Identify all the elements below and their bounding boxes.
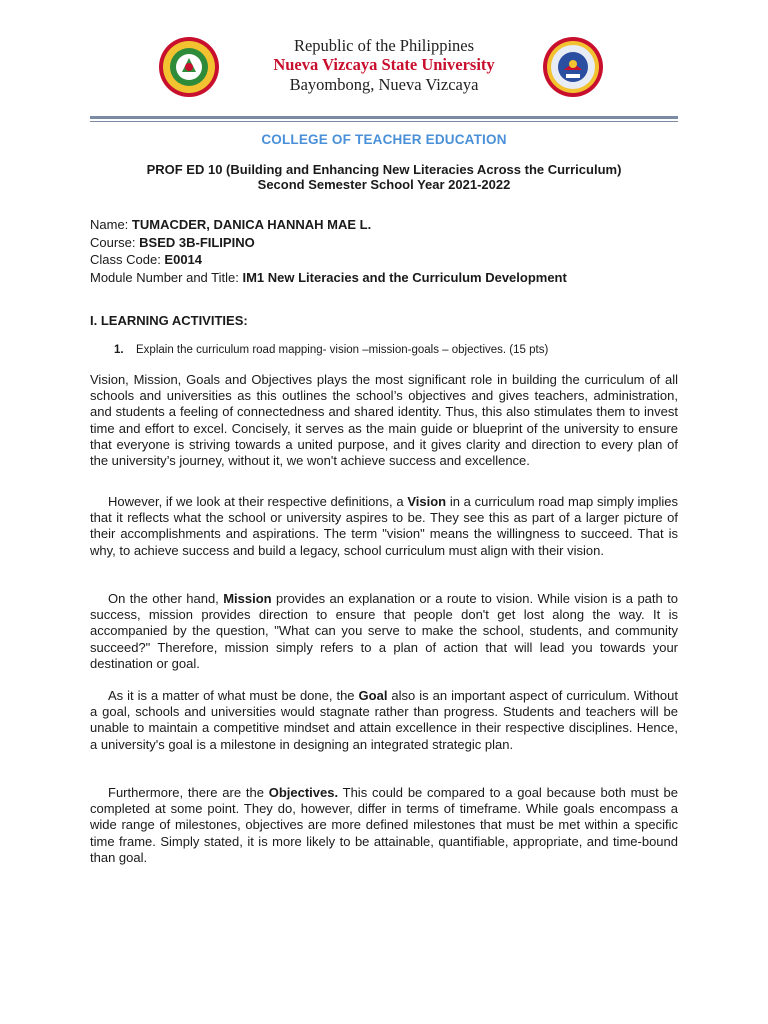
header-divider-thick bbox=[90, 116, 678, 119]
course-title bbox=[0, 162, 768, 192]
class-code-label: Class Code: bbox=[90, 252, 165, 267]
document-header bbox=[0, 36, 768, 98]
paragraph-text: Furthermore, there are the bbox=[108, 785, 269, 800]
header-university: Nueva Vizcaya State University bbox=[273, 55, 495, 74]
term-mission: Mission bbox=[223, 591, 272, 606]
question-number: 1. bbox=[114, 344, 124, 356]
class-code-value: E0014 bbox=[164, 252, 203, 267]
name-label: Name: bbox=[90, 217, 132, 232]
header-location: Bayombong, Nueva Vizcaya bbox=[289, 75, 479, 94]
info-class-code bbox=[90, 251, 690, 269]
student-info bbox=[90, 216, 690, 286]
paragraph-text: also is an important aspect of curriculum. Without a goal, schools and universities would stagnate rather than progress. Students and teachers will be unable to maintain a competitive mindset and attain excellence in their respective disciplines. Hence, a university's goal is a milestone in designing an integrated strategic plan. bbox=[90, 688, 678, 752]
module-label: Module Number and Title: bbox=[90, 269, 243, 285]
paragraph-text: However, if we look at their respective definitions, a bbox=[108, 494, 408, 509]
name-value: TUMACDER, DANICA HANNAH MAE L. bbox=[131, 217, 372, 232]
paragraph-text: This could be compared to a goal because both must be completed at some point. They do, however, differ in terms of timeframe. While goals encompass a wide range of milestones, objectives are more defined milestones that must be met within a specific time frame. Simply stated, it is more likely to be attainable, quantifiable, appropriate, and time-bound than goal. bbox=[90, 785, 678, 865]
paragraph-objectives bbox=[90, 785, 678, 866]
paragraph-goal bbox=[90, 688, 678, 753]
header-divider-thin bbox=[90, 121, 678, 122]
course-title-line1: PROF ED 10 (Building and Enhancing New Literacies Across the Curriculum) bbox=[146, 162, 622, 177]
section-title: I. LEARNING ACTIVITIES: bbox=[90, 313, 248, 328]
course-label: Course: bbox=[90, 234, 140, 250]
college-name: COLLEGE OF TEACHER EDUCATION bbox=[261, 132, 507, 147]
info-name bbox=[90, 216, 690, 234]
info-module bbox=[90, 269, 690, 287]
info-course bbox=[90, 234, 690, 252]
college-of-teacher-education-logo bbox=[542, 36, 604, 98]
course-title-line2: Second Semester School Year 2021-2022 bbox=[257, 177, 511, 192]
paragraph-text: As it is a matter of what must be done, the bbox=[108, 688, 359, 703]
header-republic: Republic of the Philippines bbox=[293, 36, 475, 55]
paragraph-mission bbox=[90, 591, 678, 672]
paragraph-text: in a curriculum road map simply implies that it reflects what the school or university aspires to be. They see this as part of a larger picture of their accomplishments and aspirations. The term "vision" means the willingness to succeed. That is why, to achieve success and build a legacy, school curriculum must align with their vision. bbox=[90, 494, 678, 558]
course-value: BSED 3B-FILIPINO bbox=[139, 234, 255, 250]
paragraph-text: provides an explanation or a route to vision. While vision is a path to success, mission provides direction to ensure that people don't get lost along the way. It is accompanied by the question, "What can you serve to make the school, students, and community succeed?" Therefore, mission simply refers to a plan of action that will lead you towards your destination or goal. bbox=[90, 591, 678, 671]
paragraph-text: On the other hand, bbox=[108, 591, 224, 606]
module-value: IM1 New Literacies and the Curriculum Development bbox=[242, 269, 567, 285]
term-objectives: Objectives. bbox=[268, 785, 339, 800]
question-item bbox=[114, 344, 548, 356]
paragraph-intro: Vision, Mission, Goals and Objectives plays the most significant role in building the curriculum of all schools and universities as this outlines the school’s objectives and gives teachers, administration, and students a feeling of connectedness and shared identity. Thus, this also stimulates them to invest time and effort to excel. Concisely, it serves as the main guide or blueprint of the university to ensure that everyone is striving towards a united purpose, and it gives clarity and direction to every plan of the university’s journey, without it, we won't achieve success and excellence. bbox=[90, 372, 678, 469]
paragraph-vision bbox=[90, 494, 678, 559]
term-goal: Goal bbox=[358, 688, 388, 703]
question-text: Explain the curriculum road mapping- vision –mission-goals – objectives. (15 pts) bbox=[136, 344, 549, 356]
term-vision: Vision bbox=[407, 494, 447, 509]
